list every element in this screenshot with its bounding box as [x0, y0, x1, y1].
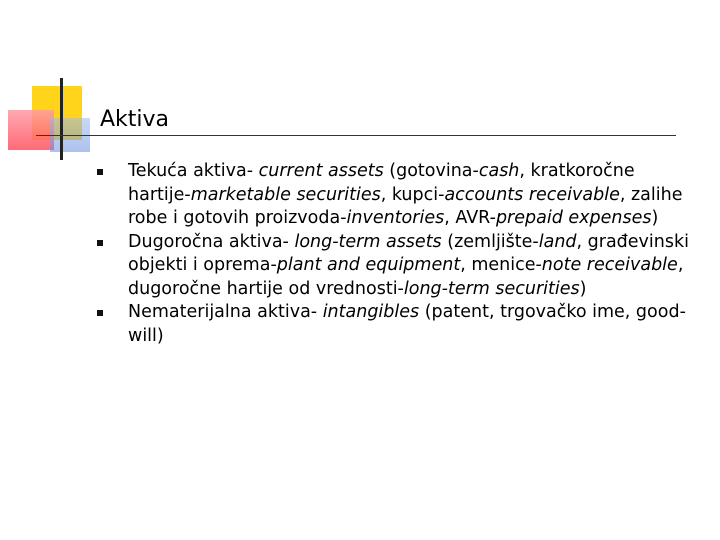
bullet-text: , AVR-: [444, 208, 496, 228]
bullet-text: Tekuća aktiva-: [128, 161, 259, 181]
bullet-text: Nematerijalna aktiva-: [128, 302, 323, 322]
bullet-text: (gotovina-: [383, 161, 479, 181]
bullet-text: ): [651, 208, 659, 228]
bullet-term-english: plant and equipment: [276, 255, 461, 275]
bullet-item: [90, 301, 702, 348]
bullet-term-english: marketable securities: [190, 184, 381, 205]
bullet-term-english: inventories: [346, 208, 445, 228]
bullet-term-english: intangibles: [322, 302, 420, 322]
bullet-text: (patent, trgovačko ime, good-will): [128, 302, 686, 346]
bullet-text: , menice-: [460, 255, 542, 275]
title-underline: [36, 135, 676, 136]
bullet-square-icon: [97, 310, 103, 316]
bullet-list: [90, 160, 702, 348]
bullet-term-english: cash: [478, 161, 520, 181]
bullet-text: , kratkoročne hartije-: [128, 161, 635, 205]
bullet-text: (zemljište-: [441, 231, 539, 252]
bullet-item: [90, 160, 702, 231]
bullet-text: , građevinski objekti i oprema-: [128, 231, 689, 275]
bullet-square-icon: [97, 240, 103, 246]
bullet-square-icon: [97, 169, 103, 175]
bullet-term-english: land: [538, 231, 577, 252]
bullet-term-english: accounts receivable: [444, 184, 620, 205]
bullet-term-english: note receivable: [541, 255, 678, 275]
bullet-term-english: long-term securities: [403, 278, 580, 299]
bullet-term-english: current assets: [258, 161, 384, 181]
decorative-vertical-line: [60, 78, 63, 160]
decorative-pink-square: [8, 110, 54, 150]
bullet-text: , kupci-: [380, 184, 445, 205]
bullet-item: [90, 231, 702, 302]
bullet-text: Dugoročna aktiva-: [128, 231, 295, 252]
bullet-text: ): [579, 278, 587, 299]
bullet-term-english: long-term assets: [294, 231, 442, 252]
slide-title: Aktiva: [100, 107, 170, 132]
bullet-term-english: prepaid expenses: [495, 208, 652, 228]
bullet-text: , dugoročne hartije od vrednosti-: [128, 255, 684, 299]
bullet-text: , zalihe robe i gotovih proizvoda-: [128, 184, 683, 228]
